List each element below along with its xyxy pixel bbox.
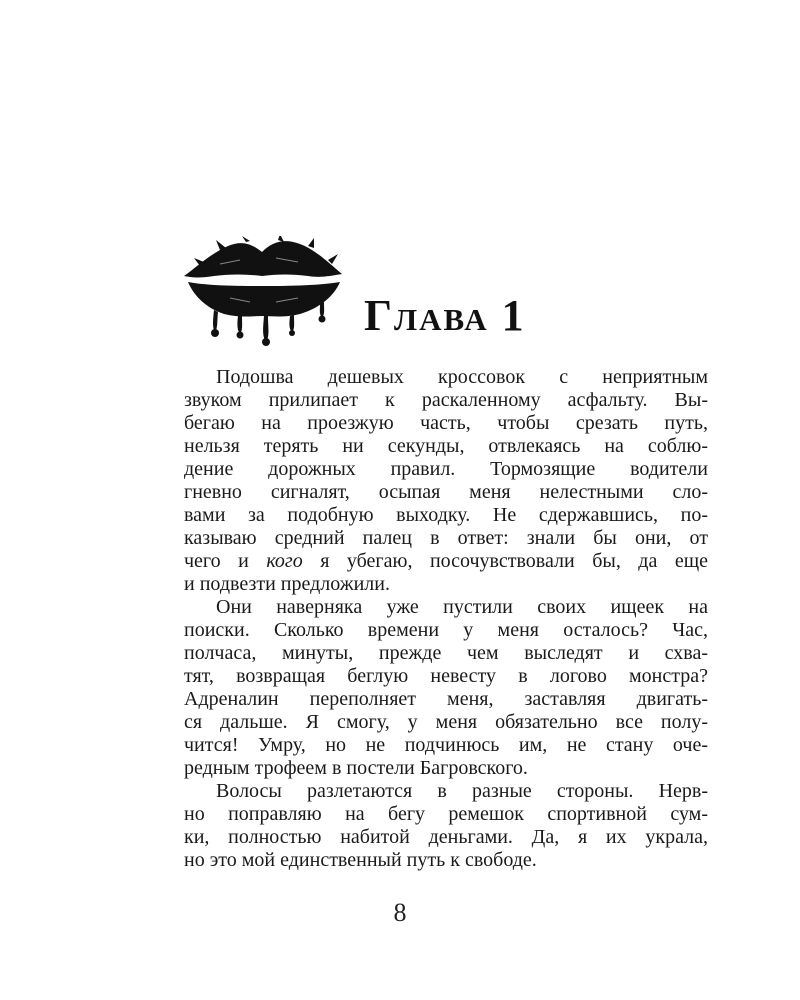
text-segment: чего и	[184, 550, 267, 572]
text-line: Волосы разлетаются в разные стороны. Нерв-	[216, 780, 708, 802]
text-line: но поправляю на бегу ремешок спортивной сум-	[184, 803, 708, 825]
text-line: полчаса, минуты, прежде чем выследят и схва-	[184, 642, 708, 664]
text-line: поиски. Сколько времени у меня осталось? Час,	[184, 619, 708, 641]
text-line: гневно сигналят, осыпая меня нелестными сло-	[184, 481, 708, 503]
text-line: редным трофеем в постели Багровского.	[184, 757, 528, 779]
text-line: вами за подобную выходку. Не сдержавшись, по-	[184, 504, 708, 526]
chapter-header	[180, 236, 540, 356]
body-text	[184, 366, 708, 872]
text-line: и подвезти предложили.	[184, 573, 390, 595]
text-line: Подошва дешевых кроссовок с неприятным	[216, 366, 708, 388]
lips-icon	[180, 236, 345, 346]
text-line: Адреналин переполняет меня, заставляя двигать-	[184, 688, 708, 710]
text-line: тят, возвращая беглую невесту в логово монстра?	[184, 665, 708, 687]
chapter-title: Глава 1	[364, 291, 526, 340]
text-line: чится! Умру, но не подчинюсь им, не стану оче-	[184, 734, 708, 756]
italic-word: кого	[266, 550, 303, 572]
text-segment: я убегаю, посочувствовали бы, да еще	[302, 550, 709, 572]
text-line: бегаю на проезжую часть, чтобы срезать путь,	[184, 412, 708, 434]
page-number: 8	[393, 898, 407, 927]
text-line: но это мой единственный путь к свободе.	[184, 849, 537, 871]
text-line: казываю средний палец в ответ: знали бы они, от	[184, 527, 708, 549]
text-line: звуком прилипает к раскаленному асфальту. Вы-	[184, 389, 708, 411]
text-line: ки, полностью набитой деньгами. Да, я их украла,	[184, 826, 708, 848]
text-line: дение дорожных правил. Тормозящие водители	[184, 458, 708, 480]
text-line: нельзя терять ни секунды, отвлекаясь на соблю-	[184, 435, 708, 457]
text-line: ся дальше. Я смогу, у меня обязательно все полу-	[184, 711, 708, 733]
text-line	[184, 550, 708, 573]
text-line: Они наверняка уже пустили своих ищеек на	[216, 596, 708, 618]
